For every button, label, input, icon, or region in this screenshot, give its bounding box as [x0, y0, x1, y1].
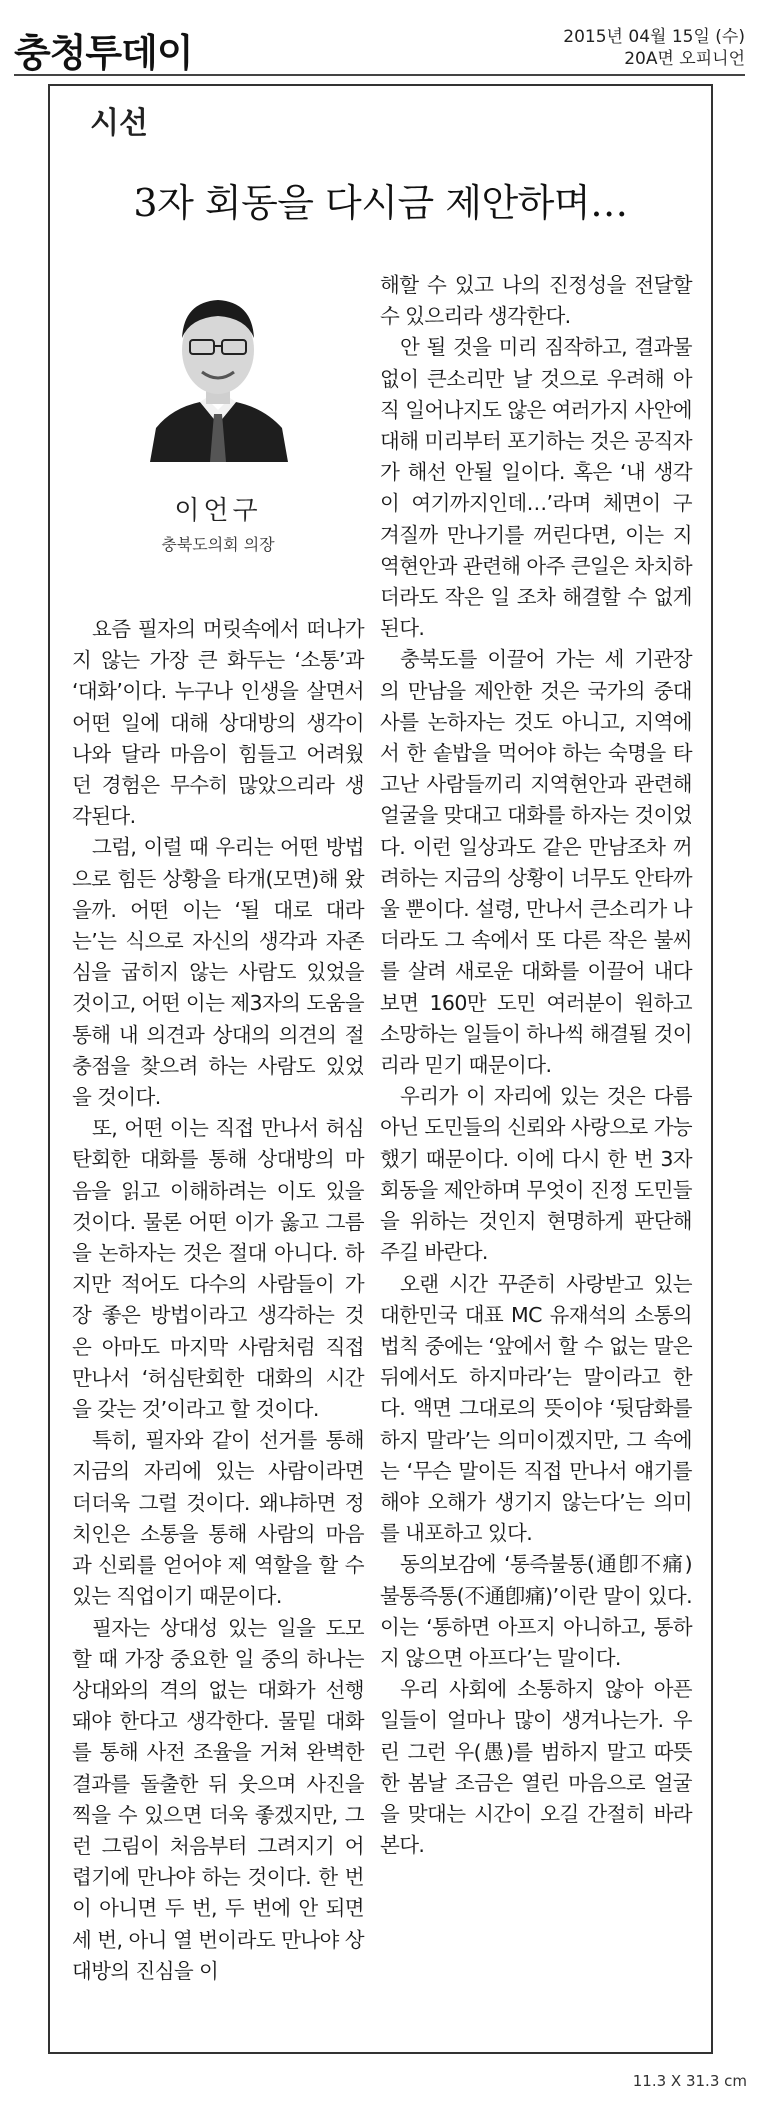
paragraph: 우리가 이 자리에 있는 것은 다름 아닌 도민들의 신뢰와 사랑으로 가능했기 때문이다. 이에 다시 한 번 3자 회동을 제안하며 무엇이 진정 도민들을 위하는 것인지 현명하게 판단해 주길 바란다. — [380, 1084, 692, 1265]
date-block — [563, 26, 745, 70]
clipping-size: 11.3 X 31.3 cm — [632, 2072, 747, 2090]
author-position: 충북도의회 의장 — [161, 535, 275, 554]
article-column-left — [72, 614, 364, 1987]
paragraph: 충북도를 이끌어 가는 세 기관장의 만남을 제안한 것은 국가의 중대사를 논하자는 것도 아니고, 지역에서 한 솥밥을 먹어야 하는 숙명을 타고난 사람들끼리 지역현안과 관련해 얼굴을 맞대고 대화를 하자는 것이었다. 이런 일상과도 같은 만남조차 꺼려하는 지금의 상황이 너무도 안타까울 뿐이다. 설령, 만나서 큰소리가 나더라도 그 속에서 또 다른 작은 불씨를 살려 새로운 대화를 이끌어 내다보면 160만 도민 여러분이 원하고 소망하는 일들이 하나씩 해결될 것이리라 믿기 때문이다. — [380, 647, 692, 1078]
author-photo — [142, 274, 294, 462]
article-title: 3자 회동을 다시금 제안하며… — [133, 181, 628, 225]
paragraph: 요즘 필자의 머릿속에서 떠나가지 않는 가장 큰 화두는 ‘소통’과 ‘대화’이다. 누구나 인생을 살면서 어떤 일에 대해 상대방의 생각이 나와 달라 마음이 힘들고 어려웠던 경험은 무수히 많았으리라 생각된다. — [72, 617, 364, 829]
masthead-logo: 충청투데이 — [14, 31, 193, 75]
section-label: 시선 — [90, 106, 148, 141]
top-rule — [14, 74, 745, 76]
paragraph: 그럼, 이럴 때 우리는 어떤 방법으로 힘든 상황을 타개(모면)해 왔을까. 어떤 이는 ‘될 대로 대라는’는 식으로 자신의 생각과 자존심을 굽히지 않는 사람도 있었을 것이고, 어떤 이는 제3자의 도움을 통해 내 의견과 상대의 의견의 절충점을 찾으려 하는 사람도 있었을 것이다. — [72, 835, 364, 1110]
article-frame — [48, 84, 713, 2054]
paragraph: 동의보감에 ‘통즉불통(通卽不痛) 불통즉통(不通卽痛)’이란 말이 있다. 이는 ‘통하면 아프지 아니하고, 통하지 않으면 아프다’는 말이다. — [380, 1552, 692, 1670]
page-section: 20A면 오피니언 — [624, 49, 745, 69]
paragraph: 안 될 것을 미리 짐작하고, 결과물 없이 큰소리만 날 것으로 우려해 아직 일어나지도 않은 여러가지 사안에 대해 미리부터 포기하는 것은 공직자가 해선 안될 일이다. 혹은 ‘내 생각이 여기까지인데…’라며 체면이 구겨질까 만나기를 꺼린다면, 이는 지역현안과 관련해 아주 큰일은 차치하더라도 작은 일 조차 해결할 수 없게 된다. — [380, 335, 692, 641]
paragraph: 오랜 시간 꾸준히 사랑받고 있는 대한민국 대표 MC 유재석의 소통의 법칙 중에는 ‘앞에서 할 수 없는 말은 뒤에서도 하지마라’는 말이라고 한다. 액면 그대로의 뜻이야 ‘뒷담화를 하지 말라’는 의미이겠지만, 그 속에는 ‘무슨 말이든 직접 만나서 얘기를 해야 오해가 생기지 않는다’는 의미를 내포하고 있다. — [380, 1271, 692, 1546]
author-name: 이언구 — [174, 496, 262, 526]
paragraph: 또, 어떤 이는 직접 만나서 허심탄회한 대화를 통해 상대방의 마음을 읽고 이해하려는 이도 있을 것이다. 물론 어떤 이가 옳고 그름을 논하자는 것은 절대 아니다. 하지만 적어도 다수의 사람들이 가장 좋은 방법이라고 생각하는 것은 아마도 마지막 사람처럼 직접 만나서 ‘허심탄회한 대화의 시간을 갖는 것’이라고 할 것이다. — [72, 1116, 364, 1422]
paragraph: 특히, 필자와 같이 선거를 통해 지금의 자리에 있는 사람이라면 더더욱 그럴 것이다. 왜냐하면 정치인은 소통을 통해 사람의 마음과 신뢰를 얻어야 제 역할을 할 수 있는 직업이기 때문이다. — [72, 1428, 364, 1609]
paragraph: 우리 사회에 소통하지 않아 아픈 일들이 얼마나 많이 생겨나는가. 우린 그런 우(愚)를 범하지 말고 따뜻한 봄날 조금은 열린 마음으로 얼굴을 맞대는 시간이 오길 간절히 바라본다. — [380, 1677, 692, 1858]
paragraph-continuation: 해할 수 있고 나의 진정성을 전달할 수 있으리라 생각한다. — [380, 273, 692, 329]
publish-date: 2015년 04월 15일 (수) — [563, 27, 745, 47]
paragraph: 필자는 상대성 있는 일을 도모할 때 가장 중요한 일 중의 하나는 상대와의 격의 없는 대화가 선행돼야 한다고 생각한다. 물밑 대화를 통해 사전 조율을 거쳐 완벽한 결과를 돌출한 뒤 웃으며 사진을 찍을 수 있으면 더욱 좋겠지만, 그런 그림이 처음부터 그려지기 어렵기에 만나야 하는 것이다. 한 번이 아니면 두 번, 두 번에 안 되면 세 번, 아니 열 번이라도 만나야 상대방의 진심을 이 — [72, 1615, 364, 1983]
article-column-right — [380, 270, 692, 1861]
